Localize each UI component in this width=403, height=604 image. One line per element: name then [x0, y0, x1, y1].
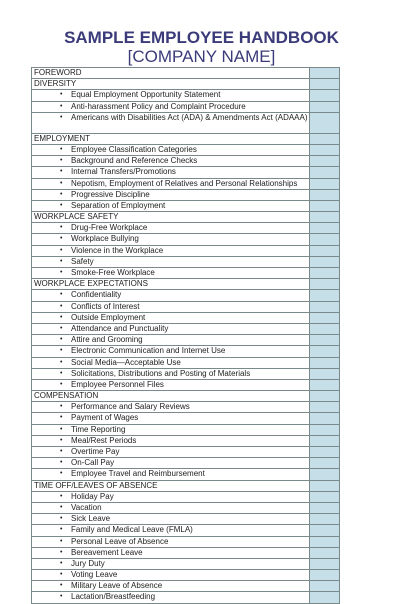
item-row	[32, 368, 340, 379]
item-row	[32, 413, 340, 424]
blank-side-cell	[310, 133, 340, 144]
bullet-icon: •	[60, 515, 63, 523]
blank-side-cell	[310, 402, 340, 413]
blank-side-cell	[310, 144, 340, 155]
list-item	[32, 525, 309, 534]
blank-side-cell	[310, 536, 340, 547]
item-label: Performance and Salary Reviews	[71, 402, 190, 412]
section-heading	[32, 68, 309, 77]
bullet-icon: •	[60, 571, 63, 579]
bullet-icon: •	[60, 291, 63, 299]
row-text-cell	[32, 424, 310, 435]
item-label: Meal/Rest Periods	[71, 435, 137, 445]
item-label: Drug-Free Workplace	[71, 223, 148, 233]
list-item	[32, 503, 309, 512]
section-label: EMPLOYMENT	[34, 133, 91, 143]
row-text-cell	[32, 447, 310, 458]
item-row	[32, 200, 340, 211]
blank-side-cell	[310, 156, 340, 167]
blank-side-cell	[310, 368, 340, 379]
bullet-icon: •	[60, 113, 63, 121]
item-row	[32, 101, 340, 112]
blank-side-cell	[310, 290, 340, 301]
item-row	[32, 447, 340, 458]
bullet-icon: •	[60, 425, 63, 433]
blank-side-cell	[310, 502, 340, 513]
row-text-cell	[32, 290, 310, 301]
row-text-cell	[32, 491, 310, 502]
list-item	[32, 156, 309, 165]
section-heading	[32, 212, 309, 221]
list-item	[32, 234, 309, 243]
item-row	[32, 335, 340, 346]
document-title: SAMPLE EMPLOYEE HANDBOOK	[64, 28, 339, 47]
item-label: Personal Leave of Absence	[71, 536, 169, 546]
item-row	[32, 256, 340, 267]
section-row	[32, 133, 340, 144]
item-row	[32, 346, 340, 357]
row-text-cell	[32, 90, 310, 101]
row-text-cell	[32, 335, 310, 346]
row-text-cell	[32, 525, 310, 536]
list-item	[32, 559, 309, 568]
item-row	[32, 402, 340, 413]
blank-side-cell	[310, 413, 340, 424]
item-label: Conflicts of Interest	[71, 301, 140, 311]
item-label: Progressive Discipline	[71, 189, 150, 199]
section-label: COMPENSATION	[34, 391, 99, 401]
list-item	[32, 346, 309, 355]
item-label: Vacation	[71, 502, 102, 512]
bullet-icon: •	[60, 313, 63, 321]
bullet-icon: •	[60, 548, 63, 556]
bullet-icon: •	[60, 145, 63, 153]
blank-side-cell	[310, 68, 340, 79]
list-item	[32, 335, 309, 344]
item-label: Lactation/Breastfeeding	[71, 592, 156, 602]
row-text-cell	[32, 502, 310, 513]
row-text-cell	[32, 581, 310, 592]
row-text-cell	[32, 514, 310, 525]
item-row	[32, 112, 340, 133]
row-text-cell	[32, 413, 310, 424]
item-row	[32, 502, 340, 513]
blank-side-cell	[310, 90, 340, 101]
item-label: Outside Employment	[71, 312, 146, 322]
item-label: Nepotism, Employment of Relatives and Personal Relationships	[71, 178, 298, 188]
bullet-icon: •	[60, 157, 63, 165]
section-row	[32, 79, 340, 90]
blank-side-cell	[310, 79, 340, 90]
item-label: Solicitations, Distributions and Posting of Materials	[71, 368, 251, 378]
row-text-cell	[32, 178, 310, 189]
list-item	[32, 90, 309, 99]
item-label: Smoke-Free Workplace	[71, 268, 155, 277]
row-text-cell	[32, 268, 310, 279]
row-text-cell	[32, 368, 310, 379]
bullet-icon: •	[60, 269, 63, 276]
item-row	[32, 547, 340, 558]
item-label: On-Call Pay	[71, 458, 115, 468]
item-row	[32, 234, 340, 245]
contents-table-body	[32, 68, 340, 604]
list-item	[32, 246, 309, 255]
bullet-icon: •	[60, 436, 63, 444]
item-row	[32, 379, 340, 390]
list-item	[32, 514, 309, 523]
blank-side-cell	[310, 525, 340, 536]
row-text-cell	[32, 212, 310, 223]
item-label: Anti-harassment Policy and Complaint Procedure	[71, 101, 246, 111]
list-item	[32, 369, 309, 378]
bullet-icon: •	[60, 526, 63, 534]
item-row	[32, 357, 340, 368]
row-text-cell	[32, 570, 310, 581]
blank-side-cell	[310, 200, 340, 211]
list-item	[32, 313, 309, 322]
item-row	[32, 536, 340, 547]
bullet-icon: •	[60, 582, 63, 590]
blank-side-cell	[310, 592, 340, 603]
list-item	[32, 179, 309, 188]
item-label: Separation of Employment	[71, 200, 166, 210]
bullet-icon: •	[60, 336, 63, 344]
blank-side-cell	[310, 112, 340, 133]
bullet-icon: •	[60, 224, 63, 232]
bullet-icon: •	[60, 380, 63, 388]
list-item	[32, 380, 309, 389]
list-item	[32, 102, 309, 111]
item-label: Attendance and Punctuality	[71, 323, 169, 333]
blank-side-cell	[310, 346, 340, 357]
bullet-icon: •	[60, 448, 63, 455]
list-item	[32, 581, 309, 590]
item-label: Internal Transfers/Promotions	[71, 167, 176, 177]
section-label: FOREWORD	[34, 68, 82, 77]
list-item	[32, 257, 309, 266]
blank-side-cell	[310, 458, 340, 469]
bullet-icon: •	[60, 324, 63, 332]
blank-side-cell	[310, 491, 340, 502]
bullet-icon: •	[60, 201, 63, 209]
item-row	[32, 424, 340, 435]
item-label: Holiday Pay	[71, 491, 114, 501]
row-text-cell	[32, 112, 310, 133]
blank-side-cell	[310, 480, 340, 491]
list-item	[32, 302, 309, 311]
item-label: Violence in the Workplace	[71, 245, 164, 255]
row-text-cell	[32, 480, 310, 491]
list-item	[32, 324, 309, 333]
list-item	[32, 425, 309, 434]
bullet-icon: •	[60, 179, 63, 187]
row-text-cell	[32, 68, 310, 79]
row-text-cell	[32, 245, 310, 256]
bullet-icon: •	[60, 403, 63, 411]
blank-side-cell	[310, 178, 340, 189]
blank-side-cell	[310, 167, 340, 178]
bullet-icon: •	[60, 347, 63, 355]
row-text-cell	[32, 592, 310, 603]
item-label: Payment of Wages	[71, 413, 139, 423]
row-text-cell	[32, 234, 310, 245]
blank-side-cell	[310, 357, 340, 368]
bullet-icon: •	[60, 537, 63, 545]
item-label: Confidentiality	[71, 290, 122, 300]
blank-side-cell	[310, 256, 340, 267]
list-item	[32, 537, 309, 546]
bullet-icon: •	[60, 102, 63, 110]
item-row	[32, 323, 340, 334]
list-item	[32, 592, 309, 601]
list-item	[32, 201, 309, 210]
row-text-cell	[32, 379, 310, 390]
row-text-cell	[32, 312, 310, 323]
item-row	[32, 144, 340, 155]
item-label: Electronic Communication and Internet Use	[71, 346, 226, 356]
item-row	[32, 167, 340, 178]
row-text-cell	[32, 346, 310, 357]
bullet-icon: •	[60, 91, 63, 99]
blank-side-cell	[310, 268, 340, 279]
list-item	[32, 458, 309, 467]
section-heading	[32, 79, 309, 88]
item-row	[32, 581, 340, 592]
bullet-icon: •	[60, 257, 63, 265]
item-row	[32, 592, 340, 603]
item-label: Social Media—Acceptable Use	[71, 357, 181, 367]
bullet-icon: •	[60, 190, 63, 198]
blank-side-cell	[310, 223, 340, 234]
row-text-cell	[32, 133, 310, 144]
contents-table	[31, 67, 340, 604]
row-text-cell	[32, 301, 310, 312]
item-row	[32, 514, 340, 525]
row-text-cell	[32, 256, 310, 267]
list-item	[32, 469, 309, 478]
row-text-cell	[32, 558, 310, 569]
blank-side-cell	[310, 301, 340, 312]
blank-side-cell	[310, 435, 340, 446]
list-item	[32, 402, 309, 411]
list-item	[32, 436, 309, 445]
bullet-icon: •	[60, 235, 63, 243]
section-label: DIVERSITY	[34, 79, 77, 89]
row-text-cell	[32, 189, 310, 200]
blank-side-cell	[310, 245, 340, 256]
list-item	[32, 223, 309, 232]
item-row	[32, 570, 340, 581]
item-row	[32, 458, 340, 469]
list-item	[32, 113, 309, 122]
bullet-icon: •	[60, 358, 63, 366]
section-row	[32, 68, 340, 79]
blank-side-cell	[310, 514, 340, 525]
item-row	[32, 312, 340, 323]
row-text-cell	[32, 547, 310, 558]
section-heading	[32, 391, 309, 400]
bullet-icon: •	[60, 369, 63, 377]
blank-side-cell	[310, 570, 340, 581]
section-label: WORKPLACE EXPECTATIONS	[34, 279, 148, 289]
row-text-cell	[32, 279, 310, 290]
row-text-cell	[32, 323, 310, 334]
bullet-icon: •	[60, 503, 63, 511]
section-label: WORKPLACE SAFETY	[34, 212, 119, 222]
row-text-cell	[32, 536, 310, 547]
item-label: Employee Travel and Reimbursement	[71, 469, 205, 479]
item-row	[32, 558, 340, 569]
blank-side-cell	[310, 101, 340, 112]
bullet-icon: •	[60, 492, 63, 500]
item-label: Safety	[71, 256, 94, 266]
item-label: Voting Leave	[71, 570, 118, 580]
item-label: Jury Duty	[71, 558, 105, 568]
blank-side-cell	[310, 447, 340, 458]
row-text-cell	[32, 469, 310, 480]
list-item	[32, 145, 309, 154]
item-row	[32, 268, 340, 279]
blank-side-cell	[310, 469, 340, 480]
list-item	[32, 447, 309, 456]
row-text-cell	[32, 402, 310, 413]
row-text-cell	[32, 223, 310, 234]
blank-side-cell	[310, 189, 340, 200]
blank-side-cell	[310, 379, 340, 390]
item-row	[32, 491, 340, 502]
item-row	[32, 178, 340, 189]
list-item	[32, 290, 309, 299]
bullet-icon: •	[60, 302, 63, 310]
section-row	[32, 480, 340, 491]
blank-side-cell	[310, 391, 340, 402]
bullet-icon: •	[60, 470, 63, 478]
row-text-cell	[32, 458, 310, 469]
list-item	[32, 570, 309, 579]
list-item	[32, 190, 309, 199]
item-label: Sick Leave	[71, 514, 111, 524]
item-label: Employee Classification Categories	[71, 144, 197, 154]
row-text-cell	[32, 156, 310, 167]
row-text-cell	[32, 391, 310, 402]
item-label: Background and Reference Checks	[71, 156, 198, 166]
blank-side-cell	[310, 335, 340, 346]
row-text-cell	[32, 79, 310, 90]
company-name: [COMPANY NAME]	[127, 47, 276, 66]
item-row	[32, 223, 340, 234]
item-row	[32, 525, 340, 536]
section-heading	[32, 481, 309, 490]
list-item	[32, 548, 309, 557]
list-item	[32, 492, 309, 501]
bullet-icon: •	[60, 559, 63, 567]
blank-side-cell	[310, 323, 340, 334]
row-text-cell	[32, 435, 310, 446]
item-label: Equal Employment Opportunity Statement	[71, 90, 221, 100]
item-row	[32, 90, 340, 101]
section-row	[32, 279, 340, 290]
blank-side-cell	[310, 279, 340, 290]
bullet-icon: •	[60, 459, 63, 467]
item-label: Time Reporting	[71, 424, 126, 434]
section-heading	[32, 279, 309, 288]
item-row	[32, 245, 340, 256]
bullet-icon: •	[60, 414, 63, 422]
row-text-cell	[32, 167, 310, 178]
item-label: Workplace Bullying	[71, 234, 139, 244]
item-row	[32, 301, 340, 312]
list-item	[32, 167, 309, 176]
blank-side-cell	[310, 212, 340, 223]
item-row	[32, 189, 340, 200]
item-label: Americans with Disabilities Act (ADA) & Amendments Act (ADAAA)	[71, 112, 308, 122]
blank-side-cell	[310, 581, 340, 592]
row-text-cell	[32, 144, 310, 155]
item-label: Military Leave of Absence	[71, 581, 163, 591]
item-label: Overtime Pay	[71, 447, 120, 456]
row-text-cell	[32, 101, 310, 112]
item-label: Attire and Grooming	[71, 335, 143, 345]
blank-side-cell	[310, 312, 340, 323]
blank-side-cell	[310, 234, 340, 245]
bullet-icon: •	[60, 246, 63, 254]
list-item	[32, 358, 309, 367]
list-item	[32, 413, 309, 422]
row-text-cell	[32, 357, 310, 368]
section-label: TIME OFF/LEAVES OF ABSENCE	[34, 480, 158, 490]
blank-side-cell	[310, 424, 340, 435]
list-item	[32, 268, 309, 277]
section-row	[32, 212, 340, 223]
item-label: Bereavement Leave	[71, 547, 143, 557]
item-row	[32, 290, 340, 301]
blank-side-cell	[310, 558, 340, 569]
item-row	[32, 156, 340, 167]
row-text-cell	[32, 200, 310, 211]
item-row	[32, 435, 340, 446]
section-row	[32, 391, 340, 402]
item-label: Family and Medical Leave (FMLA)	[71, 525, 193, 535]
bullet-icon: •	[60, 593, 63, 601]
blank-side-cell	[310, 547, 340, 558]
bullet-icon: •	[60, 168, 63, 176]
item-label: Employee Personnel Files	[71, 379, 164, 389]
section-heading	[32, 134, 309, 143]
item-row	[32, 469, 340, 480]
